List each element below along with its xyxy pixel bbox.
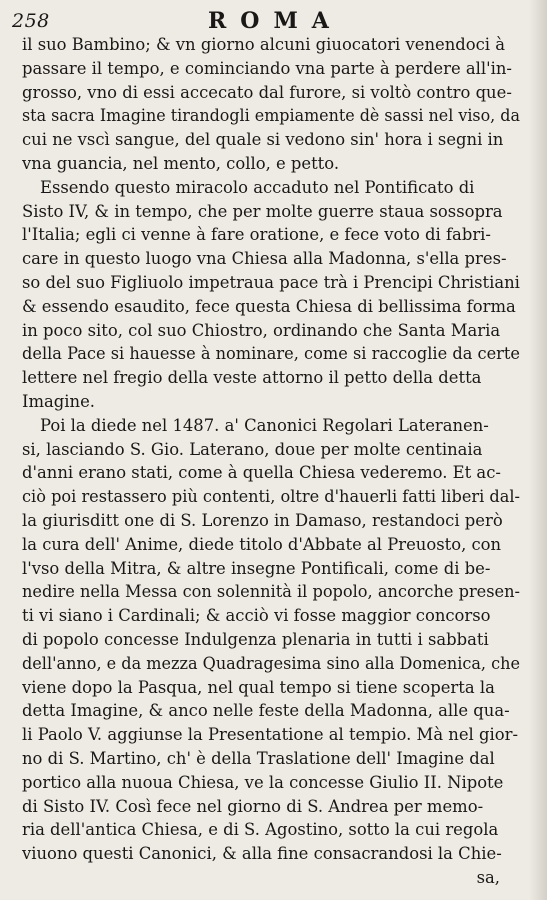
- text-line: nedire nella Messa con solennità il popolo, ancorche presen-: [22, 582, 520, 602]
- text-line: Essendo questo miracolo accaduto nel Pontificato di: [40, 177, 475, 197]
- text-line: di popolo concesse Indulgenza plenaria in tutti i sabbati: [22, 629, 489, 649]
- text-line: in poco sito, col suo Chiostro, ordinando che Santa Maria: [22, 320, 501, 340]
- text-line: l'Italia; egli ci venne à fare oratione, e fece voto di fabri-: [22, 225, 491, 245]
- text-line: viuono questi Canonici, & alla fine consacrandosi la Chie-: [22, 844, 502, 864]
- text-line: portico alla nuoua Chiesa, ve la concesse Giulio II. Nipote: [22, 772, 504, 792]
- running-head: ROMA: [208, 8, 343, 34]
- text-line: care in questo luogo vna Chiesa alla Madonna, s'ella pres-: [22, 249, 507, 269]
- text-line: dell'anno, e da mezza Quadragesima sino alla Domenica, che: [22, 653, 520, 673]
- text-line: ciò poi restassero più contenti, oltre d'hauerli fatti liberi dal-: [22, 487, 520, 507]
- text-line: di Sisto IV. Così fece nel giorno di S. Andrea per memo-: [22, 796, 484, 816]
- text-line: cui ne vscì sangue, del quale si vedono sin' hora i segni in: [22, 130, 504, 150]
- text-line: vna guancia, nel mento, collo, e petto.: [22, 153, 340, 173]
- text-line: & essendo esaudito, fece questa Chiesa di bellissima forma: [22, 296, 516, 316]
- text-line: il suo Bambino; & vn giorno alcuni giuocatori venendoci à: [22, 35, 506, 54]
- text-line: la giurisditt one di S. Lorenzo in Damaso, restandoci però: [22, 510, 503, 530]
- text-line: no di S. Martino, ch' è della Traslatione dell' Imagine dal: [22, 748, 495, 768]
- text-line: sa,: [476, 867, 500, 887]
- text-line: detta Imagine, & anco nelle feste della Madonna, alle qua-: [22, 701, 510, 721]
- text-line: della Pace si hauesse à nominare, come si raccoglie da certe: [22, 344, 520, 364]
- text-line: la cura dell' Anime, diede titolo d'Abbate al Preuosto, con: [22, 534, 502, 554]
- body-text: [22, 33, 520, 890]
- text-line: si, lasciando S. Gio. Laterano, doue per molte centinaia: [22, 439, 483, 459]
- text-line: li Paolo V. aggiunse la Presentatione al tempio. Mà nel gior-: [22, 725, 518, 745]
- text-line: so del suo Figliuolo impetraua pace trà i Prencipi Christiani: [22, 272, 520, 292]
- page-number: 258: [12, 10, 50, 32]
- text-line: Imagine.: [22, 391, 95, 411]
- text-line: ria dell'antica Chiesa, e di S. Agostino, sotto la cui regola: [22, 820, 499, 840]
- text-line: passare il tempo, e cominciando vna parte à perdere all'in-: [22, 58, 512, 78]
- text-line: grosso, vno di essi accecato dal furore, si voltò contro que-: [22, 82, 512, 102]
- text-line: ti vi siano i Cardinali; & acciò vi fosse maggior concorso: [22, 606, 491, 626]
- text-line: lettere nel fregio della veste attorno il petto della detta: [22, 368, 482, 388]
- text-line: l'vso della Mitra, & altre insegne Pontificali, come di be-: [22, 558, 491, 578]
- text-line: viene dopo la Pasqua, nel qual tempo si tiene scoperta la: [22, 677, 495, 697]
- text-line: Sisto IV, & in tempo, che per molte guerre staua sossopra: [22, 201, 503, 221]
- text-line: d'anni erano stati, come à quella Chiesa vederemo. Et ac-: [22, 463, 501, 483]
- text-line: sta sacra Imagine tirandogli empiamente dè sassi nel viso, da: [22, 106, 520, 126]
- text-line: Poi la diede nel 1487. a' Canonici Regolari Lateranen-: [40, 415, 489, 435]
